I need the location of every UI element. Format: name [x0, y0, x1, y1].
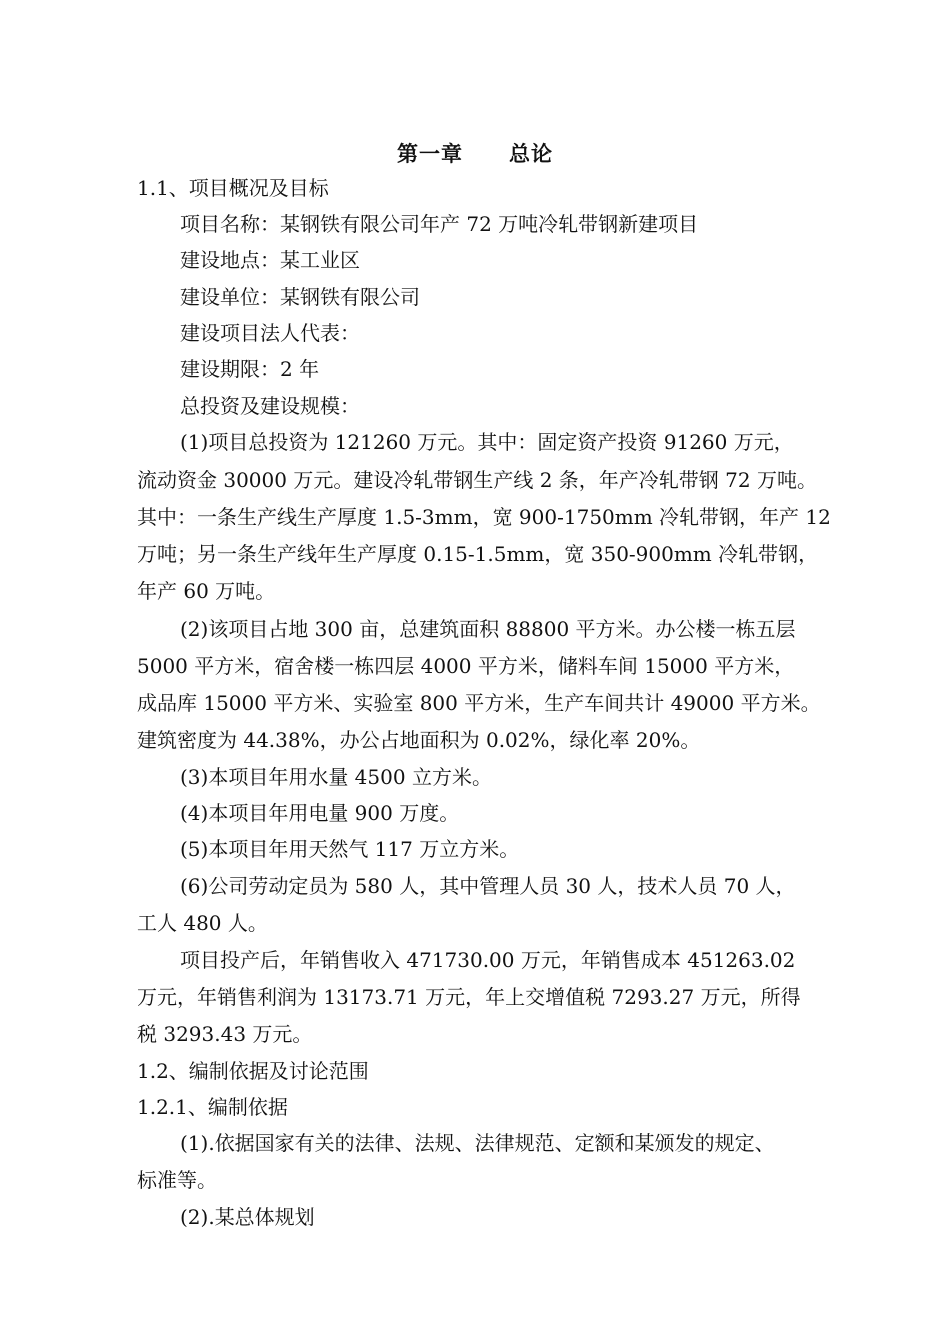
paragraph-line: 万元，年销售利润为 13173.71 万元，年上交增值税 7293.27 万元，所得 [137, 985, 801, 1009]
paragraph-line: 建设期限：2 年 [180, 357, 320, 381]
paragraph-line: 标准等。 [137, 1168, 217, 1192]
section-heading-1-1: 1.1、项目概况及目标 [137, 176, 329, 200]
chapter-number: 第一章 [397, 142, 463, 166]
paragraph-line: (1)项目总投资为 121260 万元。其中：固定资产投资 91260 万元， [180, 430, 794, 454]
paragraph-line: 项目投产后，年销售收入 471730.00 万元，年销售成本 451263.02 [180, 948, 796, 972]
paragraph-line: 流动资金 30000 万元。建设冷轧带钢生产线 2 条，年产冷轧带钢 72 万吨。 [137, 468, 817, 492]
paragraph-line: 5000 平方米，宿舍楼一栋四层 4000 平方米，储料车间 15000 平方米， [137, 654, 795, 678]
paragraph-line: 建筑密度为 44.38%，办公占地面积为 0.02%，绿化率 20%。 [137, 728, 701, 752]
paragraph-line: (6)公司劳动定员为 580 人，其中管理人员 30 人，技术人员 70 人， [180, 874, 796, 898]
paragraph-line: 年产 60 万吨。 [137, 579, 276, 603]
chapter-heading [0, 138, 950, 168]
paragraph-line: 项目名称：某钢铁有限公司年产 72 万吨冷轧带钢新建项目 [180, 212, 699, 236]
paragraph-line: 税 3293.43 万元。 [137, 1022, 313, 1046]
paragraph-line: (4)本项目年用电量 900 万度。 [180, 801, 460, 825]
chapter-title: 总论 [509, 142, 553, 166]
paragraph-line: 成品库 15000 平方米、实验室 800 平方米，生产车间共计 49000 平方米。 [137, 691, 821, 715]
paragraph-line: 万吨；另一条生产线年生产厚度 0.15-1.5mm，宽 350-900mm 冷轧带钢， [137, 542, 819, 566]
paragraph-line: (1).依据国家有关的法律、法规、法律规范、定额和某颁发的规定、 [180, 1131, 775, 1155]
paragraph-line: 建设项目法人代表： [180, 321, 360, 345]
paragraph-line: (5)本项目年用天然气 117 万立方米。 [180, 837, 520, 861]
paragraph-line: 工人 480 人。 [137, 911, 268, 935]
paragraph-line: 总投资及建设规模： [180, 394, 360, 418]
paragraph-line: 建设地点：某工业区 [180, 248, 360, 272]
paragraph-line: (2)该项目占地 300 亩，总建筑面积 88800 平方米。办公楼一栋五层 [180, 617, 796, 641]
section-heading-1-2-1: 1.2.1、编制依据 [137, 1095, 288, 1119]
paragraph-line: (3)本项目年用水量 4500 立方米。 [180, 765, 492, 789]
paragraph-line: (2).某总体规划 [180, 1205, 315, 1229]
section-heading-1-2: 1.2、编制依据及讨论范围 [137, 1059, 369, 1083]
paragraph-line: 建设单位：某钢铁有限公司 [180, 285, 420, 309]
paragraph-line: 其中：一条生产线生产厚度 1.5-3mm，宽 900-1750mm 冷轧带钢，年产 12 [137, 505, 831, 529]
